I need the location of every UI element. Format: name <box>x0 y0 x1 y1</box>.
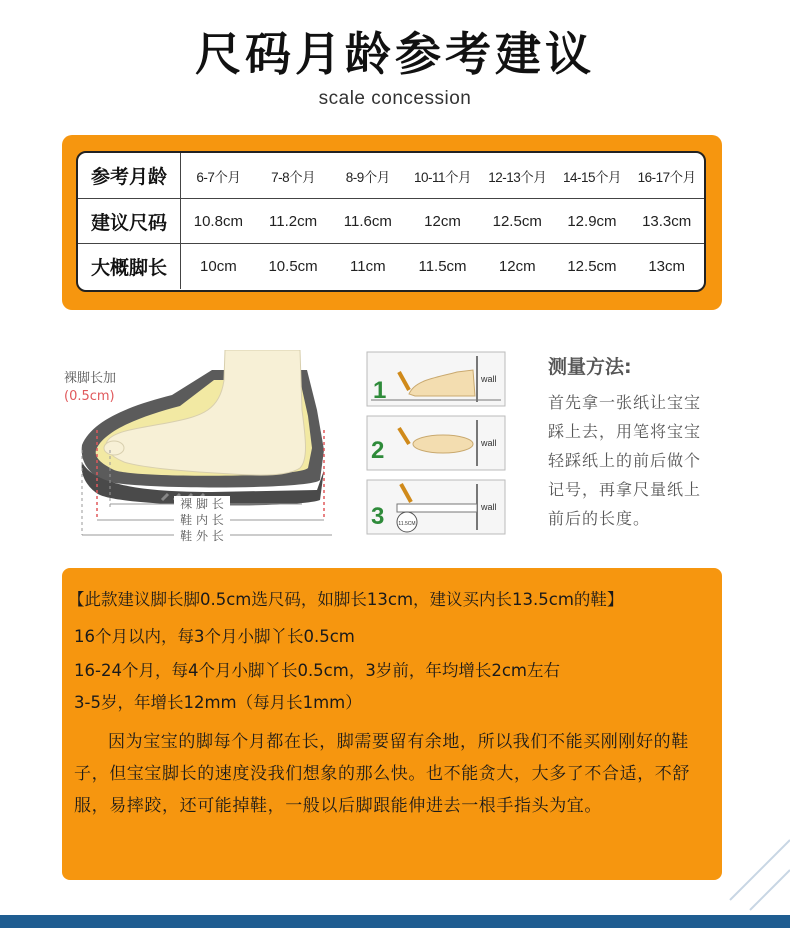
page-subtitle: scale concession <box>318 88 472 109</box>
table-cell: 16-17个月 <box>637 169 696 185</box>
method-line: 踩上去，用笔将宝宝 <box>548 422 702 441</box>
size-table <box>76 151 706 292</box>
table-cell: 8-9个月 <box>345 169 390 185</box>
row-header: 建议尺码 <box>78 199 181 244</box>
toe-shape <box>104 441 124 455</box>
table-cell: 11.6cm <box>343 213 392 230</box>
ruler-icon <box>397 504 477 512</box>
table-cell: 12.5cm <box>492 213 542 230</box>
measure-label-outer: 鞋 外 长 <box>180 529 224 543</box>
table-cell: 11.5cm <box>418 258 467 275</box>
table-cell: 10cm <box>200 258 237 275</box>
measurement-steps-illustration <box>365 350 507 540</box>
extra-length-value: (0.5cm) <box>64 389 115 404</box>
row-header: 参考月龄 <box>78 153 181 198</box>
foot-shoe-illustration <box>62 350 342 550</box>
table-row <box>78 243 704 289</box>
table-cell: 12.9cm <box>567 213 617 230</box>
step-3 <box>367 480 505 534</box>
wall-label: wall <box>481 502 497 512</box>
measure-label-bare-foot: 裸 脚 长 <box>180 497 224 511</box>
notes-headline: 【此款建议脚长脚0.5cm选尺码，如脚长13cm，建议买内长13.5cm的鞋】 <box>68 590 624 609</box>
table-cell: 12cm <box>424 213 461 230</box>
wall-label: wall <box>481 374 497 384</box>
table-row <box>78 198 704 244</box>
extra-length-label: 裸脚长加 <box>64 371 117 386</box>
table-row <box>78 153 704 198</box>
method-line: 前后的长度。 <box>548 509 651 528</box>
step-number: 2 <box>371 437 385 464</box>
table-cell: 7-8个月 <box>271 169 316 185</box>
wall-label: wall <box>481 438 497 448</box>
table-cell: 12-13个月 <box>488 169 547 185</box>
table-cell: 6-7个月 <box>196 169 241 185</box>
step-2 <box>367 416 505 470</box>
method-title: 测量方法: <box>548 356 632 378</box>
ruler-readout: 11.5CM <box>398 521 416 527</box>
table-cell: 14-15个月 <box>562 169 621 185</box>
table-cell: 13cm <box>648 258 686 275</box>
notes-line: 3-5岁，年增长12mm（每月长1mm） <box>74 693 362 712</box>
decorative-lines <box>640 820 790 915</box>
table-cell: 11.2cm <box>269 213 318 230</box>
method-line: 首先拿一张纸让宝宝 <box>548 393 702 412</box>
table-cell: 12cm <box>498 258 536 275</box>
size-table-panel <box>62 135 722 310</box>
page-title: 尺码月龄参考建议 <box>195 27 595 81</box>
footer-bar <box>0 915 790 928</box>
method-line: 记号，再拿尺量纸上 <box>548 480 702 499</box>
table-cell: 11cm <box>350 258 386 275</box>
table-cell: 10.8cm <box>193 213 243 230</box>
method-description <box>548 388 728 533</box>
table-cell: 10-11个月 <box>414 169 472 185</box>
method-line: 轻踩纸上的前后做个 <box>548 451 702 470</box>
table-cell: 12.5cm <box>567 258 617 275</box>
table-cell: 13.3cm <box>642 213 692 230</box>
step-1 <box>367 352 505 406</box>
measure-label-inner: 鞋 内 长 <box>180 513 224 527</box>
notes-paragraph: 因为宝宝的脚每个月都在长，脚需要留有余地，所以我们不能买刚刚好的鞋子，但宝宝脚长的速度没我们想象的那么快。也不能贪大，大多了不合适，不舒服，易摔跤，还可能掉鞋，一般以后脚跟能伸进去一根手指头为宜。 <box>74 732 690 816</box>
notes-line: 16个月以内，每3个月小脚丫长0.5cm <box>74 627 355 646</box>
row-header: 大概脚长 <box>78 244 181 289</box>
notes-panel <box>62 568 722 880</box>
step-number: 1 <box>373 377 387 404</box>
table-cell: 10.5cm <box>268 258 318 275</box>
footprint-icon <box>413 435 473 453</box>
step-number: 3 <box>371 503 385 530</box>
notes-line: 16-24个月，每4个月小脚丫长0.5cm，3岁前，年均增长2cm左右 <box>74 661 560 680</box>
